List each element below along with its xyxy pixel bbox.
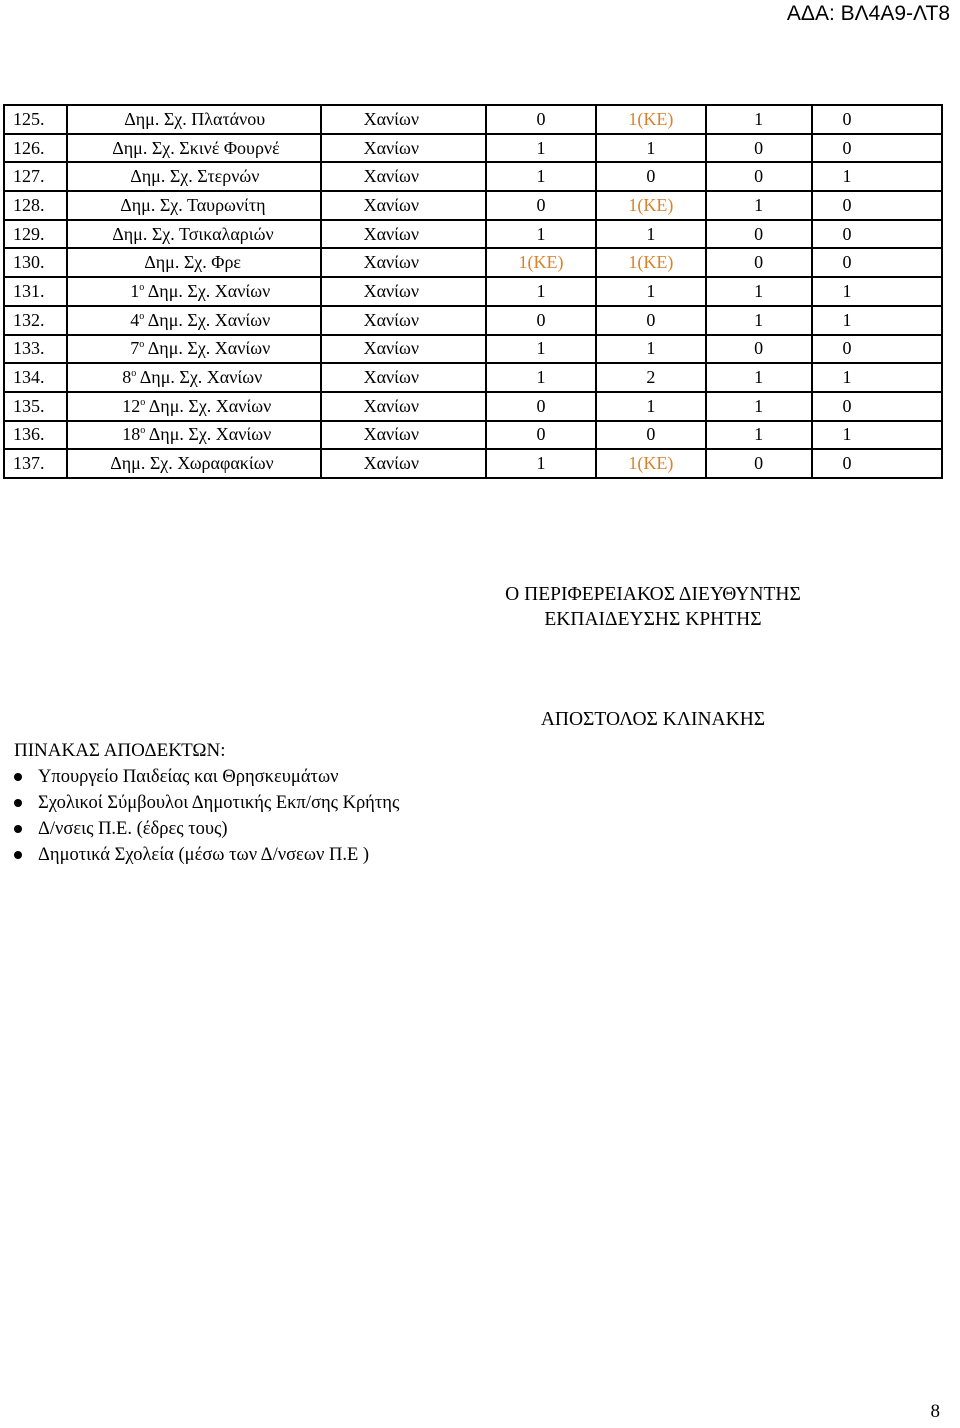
school-ordinal: 1 xyxy=(130,280,140,301)
value-cell-4: 1 xyxy=(812,277,942,306)
value-cell-2: 0 xyxy=(596,162,706,191)
value-cell-3: 1 xyxy=(706,306,812,335)
value-cell-2: 1 xyxy=(596,392,706,421)
ordinal-suffix: ο xyxy=(140,396,146,408)
value-cell-2: 1 xyxy=(596,277,706,306)
area-name: Χανίων xyxy=(321,105,486,134)
row-number: 127. xyxy=(4,162,67,191)
table-row xyxy=(4,306,942,335)
value-cell-3: 0 xyxy=(706,162,812,191)
school-name xyxy=(67,363,320,392)
director-title-line1: Ο ΠΕΡΙΦΕΡΕΙΑΚΟΣ ΔΙΕΥΘΥΝΤΗΣ xyxy=(505,584,801,605)
recipients-list xyxy=(14,764,399,868)
school-label: Δημ. Σχ. Πλατάνου xyxy=(124,108,266,129)
director-title-line2: ΕΚΠΑΙΔΕΥΣΗΣ ΚΡΗΤΗΣ xyxy=(544,609,762,630)
table-row xyxy=(4,191,942,220)
row-number: 126. xyxy=(4,134,67,163)
school-name xyxy=(67,335,320,364)
bullet-icon xyxy=(14,825,22,833)
value-cell-4: 1 xyxy=(812,306,942,335)
ordinal-suffix: ο xyxy=(140,425,146,437)
row-number: 133. xyxy=(4,335,67,364)
value-cell-2: 0 xyxy=(596,421,706,450)
area-name: Χανίων xyxy=(321,191,486,220)
value-cell-4: 0 xyxy=(812,134,942,163)
school-ordinal: 12 xyxy=(122,395,141,416)
value-cell-4: 1 xyxy=(812,363,942,392)
school-label: Δημ. Σχ. Χανίων xyxy=(148,395,272,416)
school-name xyxy=(67,306,320,335)
recipient-item: Σχολικοί Σύμβουλοι Δημοτικής Εκπ/σης Κρήτης xyxy=(14,790,399,816)
value-cell-4: 0 xyxy=(812,449,942,478)
school-name xyxy=(67,191,320,220)
value-cell-4: 0 xyxy=(812,248,942,277)
recipients-title: ΠΙΝΑΚΑΣ ΑΠΟΔΕΚΤΩΝ: xyxy=(14,740,226,761)
value-cell-3: 0 xyxy=(706,248,812,277)
value-cell-2: 2 xyxy=(596,363,706,392)
ordinal-suffix: ο xyxy=(139,310,145,322)
ada-code: ΑΔΑ: ΒΛ4Α9-ΛΤ8 xyxy=(786,2,950,25)
value-cell-3: 1 xyxy=(706,421,812,450)
table-row xyxy=(4,421,942,450)
value-cell-3: 1 xyxy=(706,392,812,421)
table-row xyxy=(4,277,942,306)
school-name xyxy=(67,248,320,277)
value-cell-1: 1 xyxy=(486,363,596,392)
value-cell-1: 1 xyxy=(486,220,596,249)
value-cell-1: 1 xyxy=(486,134,596,163)
value-cell-2: 1(ΚΕ) xyxy=(596,105,706,134)
school-name xyxy=(67,220,320,249)
value-cell-3: 1 xyxy=(706,363,812,392)
area-name: Χανίων xyxy=(321,162,486,191)
value-cell-1: 1 xyxy=(486,335,596,364)
school-name xyxy=(67,449,320,478)
value-cell-1: 0 xyxy=(486,392,596,421)
school-label: Δημ. Σχ. Ταυρωνίτη xyxy=(120,194,266,215)
value-cell-2: 1 xyxy=(596,134,706,163)
row-number: 131. xyxy=(4,277,67,306)
bullet-icon xyxy=(14,773,22,781)
school-label: Δημ. Σχ. Χανίων xyxy=(139,367,263,388)
table-row xyxy=(4,105,942,134)
row-number: 125. xyxy=(4,105,67,134)
director-title xyxy=(380,582,926,632)
recipient-item: Δ/νσεις Π.Ε. (έδρες τους) xyxy=(14,816,399,842)
area-name: Χανίων xyxy=(321,220,486,249)
ordinal-suffix: ο xyxy=(131,368,137,380)
area-name: Χανίων xyxy=(321,277,486,306)
school-label: Δημ. Σχ. Τσικαλαριών xyxy=(112,223,274,244)
school-ordinal: 4 xyxy=(130,309,140,330)
value-cell-4: 0 xyxy=(812,191,942,220)
table-row xyxy=(4,248,942,277)
row-number: 134. xyxy=(4,363,67,392)
area-name: Χανίων xyxy=(321,363,486,392)
school-label: Δημ. Σχ. Στερνών xyxy=(130,166,260,187)
value-cell-1: 0 xyxy=(486,421,596,450)
school-label: Δημ. Σχ. Χανίων xyxy=(148,424,272,445)
school-ordinal: 7 xyxy=(130,338,140,359)
value-cell-1: 0 xyxy=(486,191,596,220)
table-row xyxy=(4,449,942,478)
value-cell-4: 1 xyxy=(812,162,942,191)
value-cell-1: 1 xyxy=(486,277,596,306)
page-number: 8 xyxy=(930,1401,940,1422)
school-name xyxy=(67,105,320,134)
row-number: 129. xyxy=(4,220,67,249)
school-label: Δημ. Σχ. Φρε xyxy=(144,252,241,273)
value-cell-3: 0 xyxy=(706,449,812,478)
row-number: 132. xyxy=(4,306,67,335)
value-cell-4: 0 xyxy=(812,105,942,134)
value-cell-1: 0 xyxy=(486,105,596,134)
area-name: Χανίων xyxy=(321,248,486,277)
value-cell-2: 1(ΚΕ) xyxy=(596,191,706,220)
school-name xyxy=(67,162,320,191)
area-name: Χανίων xyxy=(321,335,486,364)
row-number: 130. xyxy=(4,248,67,277)
area-name: Χανίων xyxy=(321,306,486,335)
area-name: Χανίων xyxy=(321,421,486,450)
value-cell-2: 1(ΚΕ) xyxy=(596,449,706,478)
table-row xyxy=(4,134,942,163)
value-cell-3: 0 xyxy=(706,220,812,249)
value-cell-4: 0 xyxy=(812,335,942,364)
school-ordinal: 8 xyxy=(122,367,132,388)
value-cell-3: 1 xyxy=(706,277,812,306)
table-row xyxy=(4,162,942,191)
value-cell-1: 1(ΚΕ) xyxy=(486,248,596,277)
value-cell-3: 0 xyxy=(706,134,812,163)
schools-table xyxy=(3,104,943,479)
recipient-item: Υπουργείο Παιδείας και Θρησκευμάτων xyxy=(14,764,399,790)
value-cell-1: 1 xyxy=(486,162,596,191)
signer-name: ΑΠΟΣΤΟΛΟΣ ΚΛΙΝΑΚΗΣ xyxy=(540,709,766,730)
area-name: Χανίων xyxy=(321,449,486,478)
value-cell-3: 1 xyxy=(706,191,812,220)
table-row xyxy=(4,392,942,421)
school-name xyxy=(67,134,320,163)
school-label: Δημ. Σχ. Σκινέ Φουρνέ xyxy=(112,137,280,158)
row-number: 136. xyxy=(4,421,67,450)
row-number: 137. xyxy=(4,449,67,478)
school-label: Δημ. Σχ. Χανίων xyxy=(147,338,271,359)
value-cell-3: 1 xyxy=(706,105,812,134)
row-number: 135. xyxy=(4,392,67,421)
value-cell-2: 1(ΚΕ) xyxy=(596,248,706,277)
table-row xyxy=(4,363,942,392)
school-name xyxy=(67,392,320,421)
value-cell-4: 1 xyxy=(812,421,942,450)
bullet-icon xyxy=(14,851,22,859)
value-cell-1: 0 xyxy=(486,306,596,335)
recipient-item: Δημοτικά Σχολεία (μέσω των Δ/νσεων Π.Ε ) xyxy=(14,842,399,868)
value-cell-2: 1 xyxy=(596,220,706,249)
ordinal-suffix: ο xyxy=(139,281,145,293)
value-cell-2: 1 xyxy=(596,335,706,364)
row-number: 128. xyxy=(4,191,67,220)
school-name xyxy=(67,277,320,306)
value-cell-4: 0 xyxy=(812,392,942,421)
area-name: Χανίων xyxy=(321,392,486,421)
table-row xyxy=(4,335,942,364)
ordinal-suffix: ο xyxy=(139,339,145,351)
value-cell-4: 0 xyxy=(812,220,942,249)
value-cell-3: 0 xyxy=(706,335,812,364)
value-cell-2: 0 xyxy=(596,306,706,335)
table-row xyxy=(4,220,942,249)
school-label: Δημ. Σχ. Χανίων xyxy=(147,309,271,330)
bullet-icon xyxy=(14,799,22,807)
school-label: Δημ. Σχ. Χανίων xyxy=(147,280,271,301)
school-name xyxy=(67,421,320,450)
area-name: Χανίων xyxy=(321,134,486,163)
school-ordinal: 18 xyxy=(122,424,141,445)
value-cell-1: 1 xyxy=(486,449,596,478)
school-label: Δημ. Σχ. Χωραφακίων xyxy=(110,453,274,474)
